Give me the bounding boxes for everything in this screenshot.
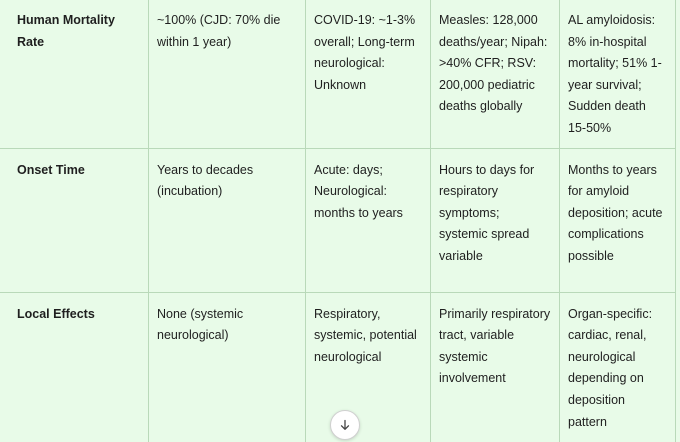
table-cell: Months to years for amyloid deposition; acute complications possible (560, 148, 676, 292)
row-header: Onset Time (0, 148, 149, 292)
table-cell: Respiratory, systemic, potential neurological (306, 292, 431, 442)
table-cell: AL amyloidosis: 8% in-hospital mortality; 51% 1-year survival; Sudden death 15-50% (560, 0, 676, 148)
scroll-to-bottom-button[interactable] (330, 410, 360, 440)
row-header: Local Effects (0, 292, 149, 442)
table-row (0, 148, 676, 292)
table-row (0, 0, 676, 148)
arrow-down-icon (339, 419, 351, 431)
table-cell: Primarily respiratory tract, variable systemic involvement (431, 292, 560, 442)
row-header: Human Mortality Rate (0, 0, 149, 148)
table-cell: COVID-19: ~1-3% overall; Long-term neurological: Unknown (306, 0, 431, 148)
table-cell: Years to decades (incubation) (149, 148, 306, 292)
table-cell: Measles: 128,000 deaths/year; Nipah: >40% CFR; RSV: 200,000 pediatric deaths globally (431, 0, 560, 148)
table-cell: ~100% (CJD: 70% die within 1 year) (149, 0, 306, 148)
table-cell: Acute: days; Neurological: months to years (306, 148, 431, 292)
table-cell: None (systemic neurological) (149, 292, 306, 442)
table-cell: Hours to days for respiratory symptoms; systemic spread variable (431, 148, 560, 292)
table-cell: Organ-specific: cardiac, renal, neurological depending on deposition pattern (560, 292, 676, 442)
